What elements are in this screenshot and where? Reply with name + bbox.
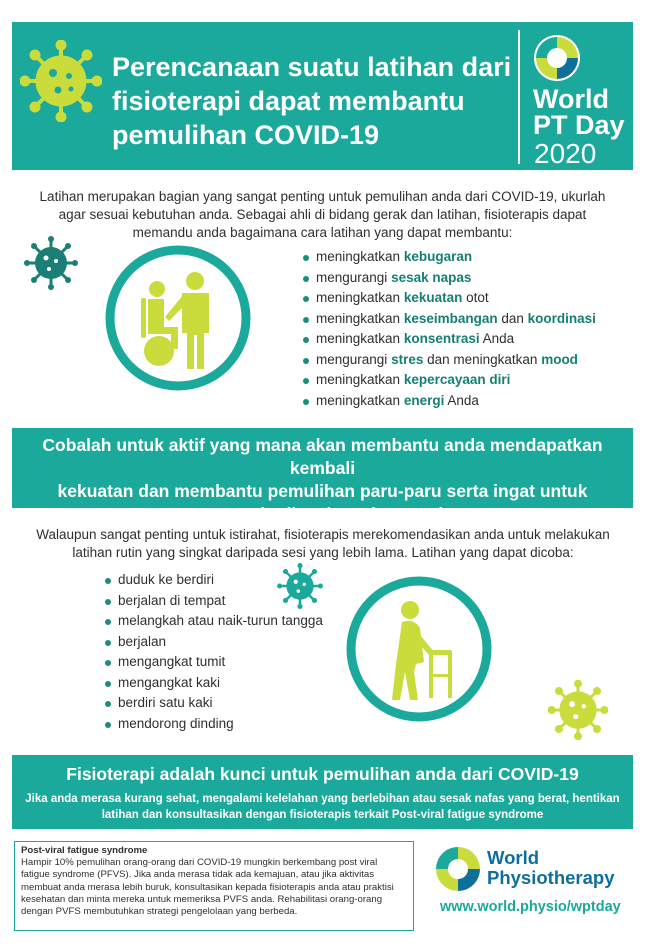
- world-physiotherapy-logo-icon: [434, 845, 482, 893]
- header-divider: [518, 30, 520, 164]
- list-item: mengurangi sesak napas: [302, 268, 622, 289]
- list-item: berjalan di tempat: [104, 591, 364, 612]
- title-line: pemulihan COVID-19: [112, 120, 380, 150]
- pvfs-info-box: [14, 841, 414, 931]
- event-line2: PT Day: [533, 110, 625, 140]
- list-item: mendorong dinding: [104, 714, 364, 735]
- website-link[interactable]: www.world.physio/wptday: [440, 899, 621, 915]
- world-pt-day-logo-icon: [533, 34, 581, 82]
- exercise-list: [104, 570, 364, 734]
- pvfs-text: Hampir 10% pemulihan orang-orang dari COVID-19 mungkin berkembang post viral fatigue syndrome (PFVS). Jika anda merasa tidak ada kemajuan, atau jika aktivitas membuat anda merasa lebih buruk, konsultasikan kepada fisioterapis anda atau praktisi kesehatan dan minta mereka untuk memeriksa PVFS anda. Rehabilitasi orang-orang dengan PVFS membutuhkan strategi pengelolaan yang berbeda.: [21, 857, 394, 918]
- banner-line: kekuatan dan membantu pemulihan paru-paru serta ingat untuk: [57, 481, 588, 501]
- world-pt-day-title: [533, 86, 625, 138]
- exercise-paragraph: Walaupun sangat penting untuk istirahat, fisioterapis merekomendasikan anda untuk melakukan latihan rutin yang singkat daripada sesi yang lebih lama. Latihan yang dapat dicoba:: [36, 527, 610, 560]
- event-line1: World: [533, 84, 609, 114]
- event-year: 2020: [534, 138, 597, 169]
- org-name-line2: Physiotherapy: [487, 867, 615, 888]
- banner-line: Cobalah untuk aktif yang mana akan membantu anda mendapatkan kembali: [42, 435, 603, 478]
- wheelchair-assist-icon: [103, 243, 253, 393]
- benefits-list: [302, 247, 622, 411]
- org-name-line1: World: [487, 847, 540, 868]
- intro-paragraph: Latihan merupakan bagian yang sangat penting untuk pemulihan anda dari COVID-19, ukurlah agar sesuai kebutuhan anda. Sebagai ahli di bidang gerak dan latihan, fisioterapis dapat memandu anda bagaimana cara latihan yang dapat membantu:: [39, 189, 606, 240]
- active-banner-text: [12, 434, 633, 526]
- list-item: mengangkat kaki: [104, 673, 364, 694]
- world-physiotherapy-name: [487, 848, 615, 888]
- banner-line: memperhatikan kemajuan anda: [192, 504, 453, 524]
- list-item: mengurangi stres dan meningkatkan mood: [302, 350, 622, 371]
- virus-icon: [548, 680, 608, 740]
- list-item: mengangkat tumit: [104, 652, 364, 673]
- pvfs-title: Post-viral fatigue syndrome: [21, 845, 148, 856]
- list-item: duduk ke berdiri: [104, 570, 364, 591]
- list-item: berjalan: [104, 632, 364, 653]
- virus-icon: [20, 40, 102, 122]
- list-item: meningkatkan konsentrasi Anda: [302, 329, 622, 350]
- walker-elderly-icon: [344, 574, 494, 724]
- virus-icon: [277, 563, 323, 609]
- key-message-title: Fisioterapi adalah kunci untuk pemulihan anda dari COVID-19: [66, 764, 579, 784]
- list-item: berdiri satu kaki: [104, 693, 364, 714]
- list-item: meningkatkan kebugaran: [302, 247, 622, 268]
- key-message-text: Jika anda merasa kurang sehat, mengalami kelelahan yang berlebihan atau sesak nafas yang berat, hentikan latihan dan konsultasikan dengan fisioterapis terkait Post-viral fatigue syndrome: [25, 793, 620, 821]
- page-title: [112, 50, 532, 152]
- title-line: Perencanaan suatu latihan dari: [112, 52, 512, 82]
- title-line: fisioterapi dapat membantu: [112, 86, 465, 116]
- list-item: meningkatkan kepercayaan diri: [302, 370, 622, 391]
- list-item: meningkatkan kekuatan otot: [302, 288, 622, 309]
- list-item: meningkatkan energi Anda: [302, 391, 622, 412]
- list-item: melangkah atau naik-turun tangga: [104, 611, 364, 632]
- list-item: meningkatkan keseimbangan dan koordinasi: [302, 309, 622, 330]
- virus-icon: [24, 236, 78, 290]
